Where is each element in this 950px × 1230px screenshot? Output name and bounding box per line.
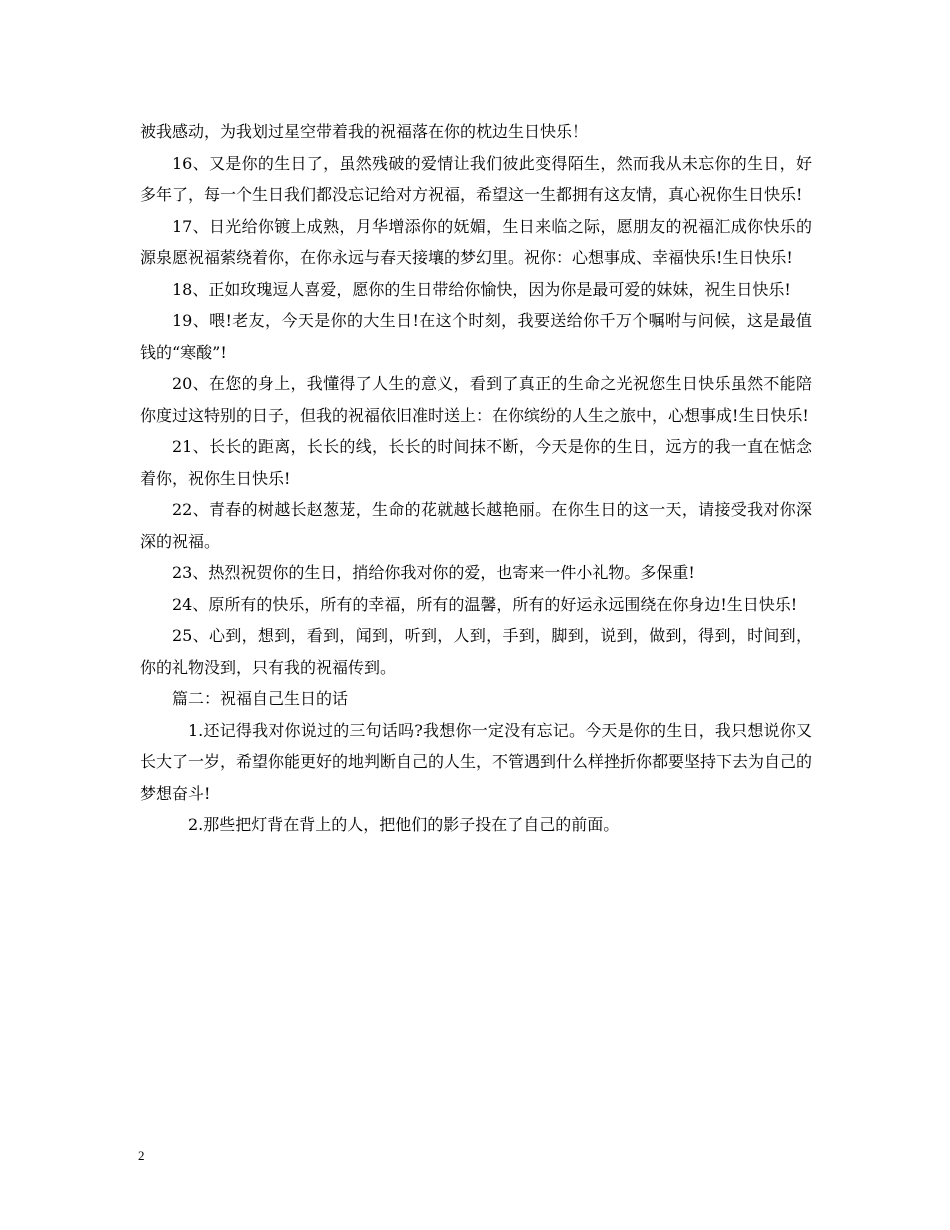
- paragraph-item-19: 19、喂!老友，今天是你的大生日!在这个时刻，我要送给你千万个嘱咐与问候，这是最值钱的“寒酸”!: [140, 311, 812, 362]
- paragraph-item-22: 22、青春的树越长赵葱茏，生命的花就越长越艳丽。在你生日的这一天，请接受我对你深深的祝福。: [140, 500, 812, 551]
- document-body: [140, 116, 812, 841]
- paragraph-item-21: 21、长长的距离，长长的线，长长的时间抹不断，今天是你的生日，远方的我一直在惦念着你，祝你生日快乐!: [140, 437, 812, 488]
- paragraph-item-20: 20、在您的身上，我懂得了人生的意义，看到了真正的生命之光祝您生日快乐虽然不能陪你度过这特别的日子，但我的祝福依旧准时送上：在你缤纷的人生之旅中，心想事成!生日快乐!: [140, 374, 812, 425]
- paragraph-item-16: 16、又是你的生日了，虽然残破的爱情让我们彼此变得陌生，然而我从未忘你的生日，好多年了，每一个生日我们都没忘记给对方祝福，希望这一生都拥有这友情，真心祝你生日快乐!: [140, 153, 812, 204]
- paragraph-continuation: 被我感动，为我划过星空带着我的祝福落在你的枕边生日快乐！: [140, 122, 589, 141]
- paragraph-section2-item-1: 1.还记得我对你说过的三句话吗?我想你一定没有忘记。今天是你的生日，我只想说你又长大了一岁，希望你能更好的地判断自己的人生，不管遇到什么样挫折你都要坚持下去为自己的梦想奋斗!: [140, 720, 813, 803]
- page-number: 2: [138, 1148, 145, 1163]
- paragraph-item-17: 17、日光给你镀上成熟，月华增添你的妩媚，生日来临之际，愿朋友的祝福汇成你快乐的源泉愿祝福萦绕着你，在你永远与春天接壤的梦幻里。祝你：心想事成、幸福快乐!生日快乐!: [140, 216, 812, 267]
- paragraph-item-23: 23、热烈祝贺你的生日，捎给你我对你的爱，也寄来一件小礼物。多保重!: [172, 563, 695, 582]
- section-heading: 篇二：祝福自己生日的话: [172, 689, 349, 708]
- paragraph-item-24: 24、原所有的快乐，所有的幸福，所有的温馨，所有的好运永远围绕在你身边!生日快乐!: [172, 594, 798, 614]
- paragraph-item-25: 25、心到，想到，看到，闻到，听到，人到，手到，脚到，说到，做到，得到，时间到，你的礼物没到，只有我的祝福传到。: [140, 626, 812, 677]
- paragraph-item-18: 18、正如玫瑰逗人喜爱，愿你的生日带给你愉快，因为你是最可爱的妹妹，祝生日快乐!: [172, 279, 791, 299]
- paragraph-section2-item-2: 2.那些把灯背在背上的人，把他们的影子投在了自己的前面。: [188, 815, 620, 834]
